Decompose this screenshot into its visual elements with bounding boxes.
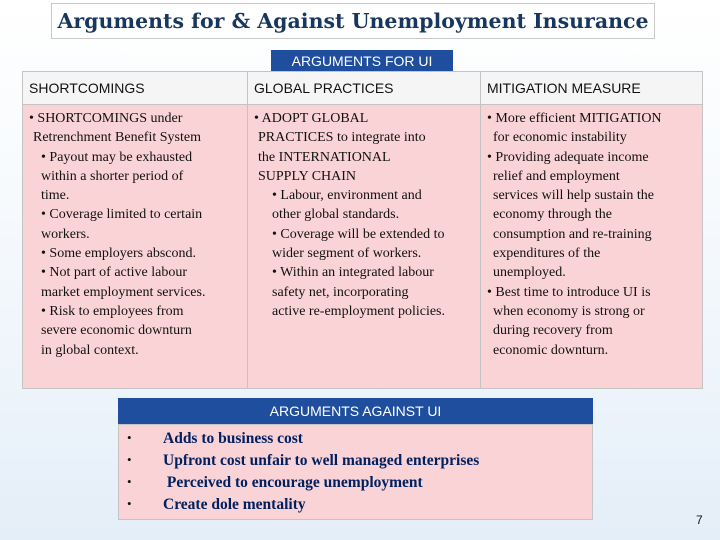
text-line: • Payout may be exhausted <box>41 149 193 165</box>
text-line: during recovery from <box>493 323 613 339</box>
column-body <box>23 105 247 360</box>
text-line: services will help sustain the <box>493 188 654 204</box>
column-body <box>481 105 702 360</box>
text-line: • More efficient MITIGATION <box>487 111 662 126</box>
text-line: relief and employment <box>493 168 620 184</box>
text-line: workers. <box>41 226 90 242</box>
column-heading: MITIGATION MEASURE <box>481 72 702 105</box>
text-line: economy through the <box>493 207 612 223</box>
text-line: • Risk to employees from <box>41 303 184 319</box>
text-line: consumption and re-training <box>493 226 652 242</box>
text-line: • SHORTCOMINGS under <box>29 111 183 126</box>
list-item-text: Adds to business cost <box>163 430 303 447</box>
text-line: safety net, incorporating <box>272 284 409 300</box>
text-line: within a shorter period of <box>41 168 184 184</box>
list-item-text: Upfront cost unfair to well managed enterprises <box>163 452 480 469</box>
arguments-for-table <box>22 71 703 389</box>
text-line: other global standards. <box>272 207 400 223</box>
text-line: • Not part of active labour <box>41 265 188 281</box>
text-line: Retrenchment Benefit System <box>33 130 201 146</box>
text-line: severe economic downturn <box>41 323 192 339</box>
bullet-icon: • <box>127 430 132 445</box>
text-line: • Labour, environment and <box>272 188 422 204</box>
text-line: • Coverage will be extended to <box>272 226 445 242</box>
slide-title: Arguments for & Against Unemployment Insurance <box>51 3 655 39</box>
text-line: for economic instability <box>493 130 627 146</box>
column-heading: SHORTCOMINGS <box>23 72 247 105</box>
text-line: market employment services. <box>41 284 206 300</box>
global-practices-column <box>247 72 480 388</box>
shortcomings-column <box>23 72 247 388</box>
text-line: economic downturn. <box>493 342 609 358</box>
column-heading: GLOBAL PRACTICES <box>248 72 480 105</box>
list-item-text: Create dole mentality <box>163 496 306 513</box>
text-line: unemployed. <box>493 265 566 281</box>
bullet-icon: • <box>127 452 132 467</box>
mitigation-measure-column <box>480 72 702 388</box>
text-line: • Within an integrated labour <box>272 265 434 281</box>
text-line: wider segment of workers. <box>272 246 422 262</box>
text-line: • ADOPT GLOBAL <box>254 111 369 126</box>
text-line: in global context. <box>41 342 139 358</box>
text-line: • Some employers abscond. <box>41 246 196 262</box>
text-line: SUPPLY CHAIN <box>258 168 357 184</box>
text-line: time. <box>41 188 70 204</box>
text-line: expenditures of the <box>493 246 601 262</box>
text-line: • Best time to introduce UI is <box>487 284 651 300</box>
text-line: PRACTICES to integrate into <box>258 130 426 146</box>
text-line: • Coverage limited to certain <box>41 207 203 223</box>
arguments-for-header: ARGUMENTS FOR UI <box>271 50 453 71</box>
page-number: 7 <box>696 513 703 527</box>
text-line: when economy is strong or <box>493 303 645 319</box>
arguments-against-box <box>118 424 593 520</box>
bullet-icon: • <box>127 474 132 489</box>
text-line: active re-employment policies. <box>272 303 445 319</box>
list-item-text: Perceived to encourage unemployment <box>163 474 423 491</box>
bullet-icon: • <box>127 496 132 511</box>
arguments-against-header: ARGUMENTS AGAINST UI <box>118 398 593 424</box>
text-line: • Providing adequate income <box>487 149 649 165</box>
text-line: the INTERNATIONAL <box>258 149 391 165</box>
column-body <box>248 105 480 321</box>
